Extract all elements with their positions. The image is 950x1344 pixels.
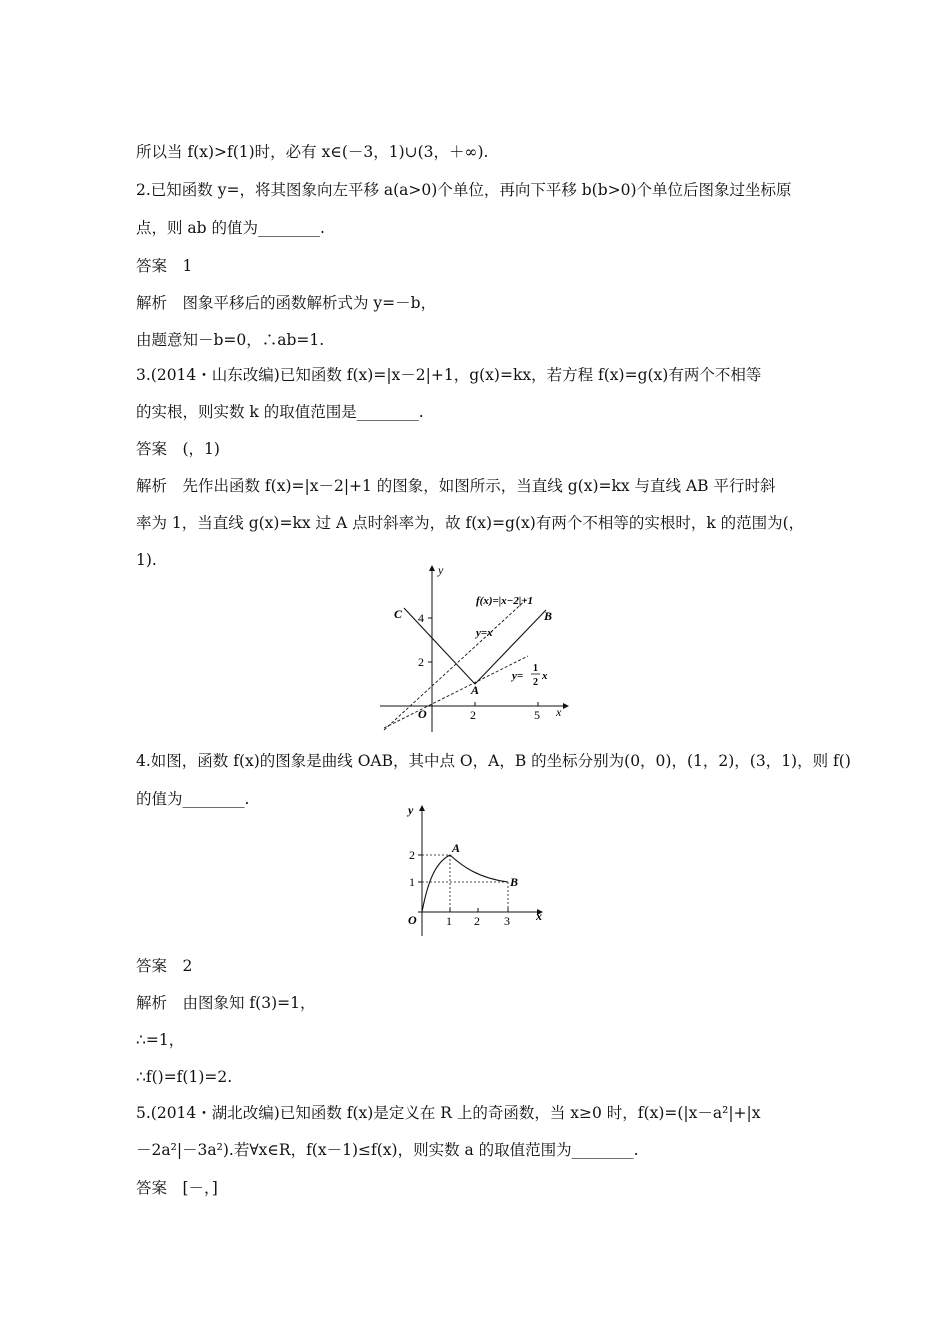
point-b-label: B [544,609,553,623]
tick-x-2: 2 [470,708,476,722]
label-half-x: x [542,670,548,682]
problem-3-line-1: 3.(2014・山东改编)已知函数 f(x)=|x－2|+1，g(x)=kx，若方程 f(x)=g(x)有两个不相等 [136,366,762,384]
problem-5-line-2: －2a²|－3a²).若∀x∈R，f(x－1)≤f(x)，则实数 a 的取值范围为________. [136,1141,639,1159]
tick-x-5: 5 [534,708,540,722]
analysis-4-line-2: ∴=1， [136,1031,185,1049]
tick-y-1: 1 [409,875,415,889]
figure-curve-oab [400,800,550,940]
tick-y-4: 4 [418,611,424,625]
label-half-num: 1 [533,663,538,674]
origin-label: O [408,913,417,927]
origin-label: O [418,707,427,721]
answer-5: 答案 [－，] [136,1179,218,1197]
tick-x-3: 3 [504,914,510,928]
problem-4-line-1: 4.如图，函数 f(x)的图象是曲线 OAB，其中点 O，A，B 的坐标分别为(0，0)，(1，2)，(3，1)，则 f() [136,752,851,770]
answer-3: 答案 (，1) [136,440,220,458]
figure-abs-function [378,560,578,735]
analysis-3-line-1: 解析 先作出函数 f(x)=|x－2|+1 的图象，如图所示，当直线 g(x)=kx 与直线 AB 平行时斜 [136,477,776,495]
line-y-eq-x [384,598,528,730]
line-y-eq-half-x [384,656,528,728]
label-half-den: 2 [533,677,538,688]
y-axis-label: y [408,803,414,817]
analysis-4-line-3: ∴f()=f(1)=2. [136,1068,233,1086]
analysis-3-line-2: 率为 1，当直线 g(x)=kx 过 A 点时斜率为，故 f(x)=g(x)有两个不相等的实根时，k 的范围为(， [136,514,805,532]
x-axis-label: x [556,705,562,719]
problem-5-line-1: 5.(2014・湖北改编)已知函数 f(x)是定义在 R 上的奇函数，当 x≥0 时，f(x)=(|x－a²|+|x [136,1104,761,1122]
text-line-1: 所以当 f(x)>f(1)时，必有 x∈(－3，1)∪(3，＋∞). [136,143,489,161]
y-axis-label: y [438,563,444,577]
analysis-2-line-1: 解析 图象平移后的函数解析式为 y=－b， [136,294,437,312]
tick-x-1: 1 [446,914,452,928]
answer-4: 答案 2 [136,957,193,975]
point-a-label: A [471,683,480,697]
tick-y-2: 2 [418,655,424,669]
analysis-4-line-1: 解析 由图象知 f(3)=1， [136,994,316,1012]
label-y-eq-half-x-pre: y= [512,670,524,682]
tick-x-2: 2 [474,914,480,928]
curve-oab [422,855,508,912]
analysis-2-line-2: 由题意知－b=0，∴ab=1. [136,331,325,349]
tick-y-2: 2 [409,848,415,862]
problem-4-line-2: 的值为________. [136,790,250,808]
analysis-3-line-3: 1). [136,551,157,569]
problem-2-line-2: 点，则 ab 的值为________. [136,219,325,237]
point-c-label: C [394,607,403,621]
problem-3-line-2: 的实根，则实数 k 的取值范围是________. [136,403,424,421]
label-y-eq-x: y=x [476,627,493,639]
point-a-label: A [452,841,461,855]
problem-2-line-1: 2.已知函数 y=，将其图象向左平移 a(a>0)个单位，再向下平移 b(b>0)个单位后图象过坐标原 [136,181,792,199]
x-axis-label: x [536,909,542,923]
point-b-label: B [510,875,519,889]
graph-f [404,608,546,684]
answer-2: 答案 1 [136,257,193,275]
label-f: f(x)=|x−2|+1 [476,595,534,607]
